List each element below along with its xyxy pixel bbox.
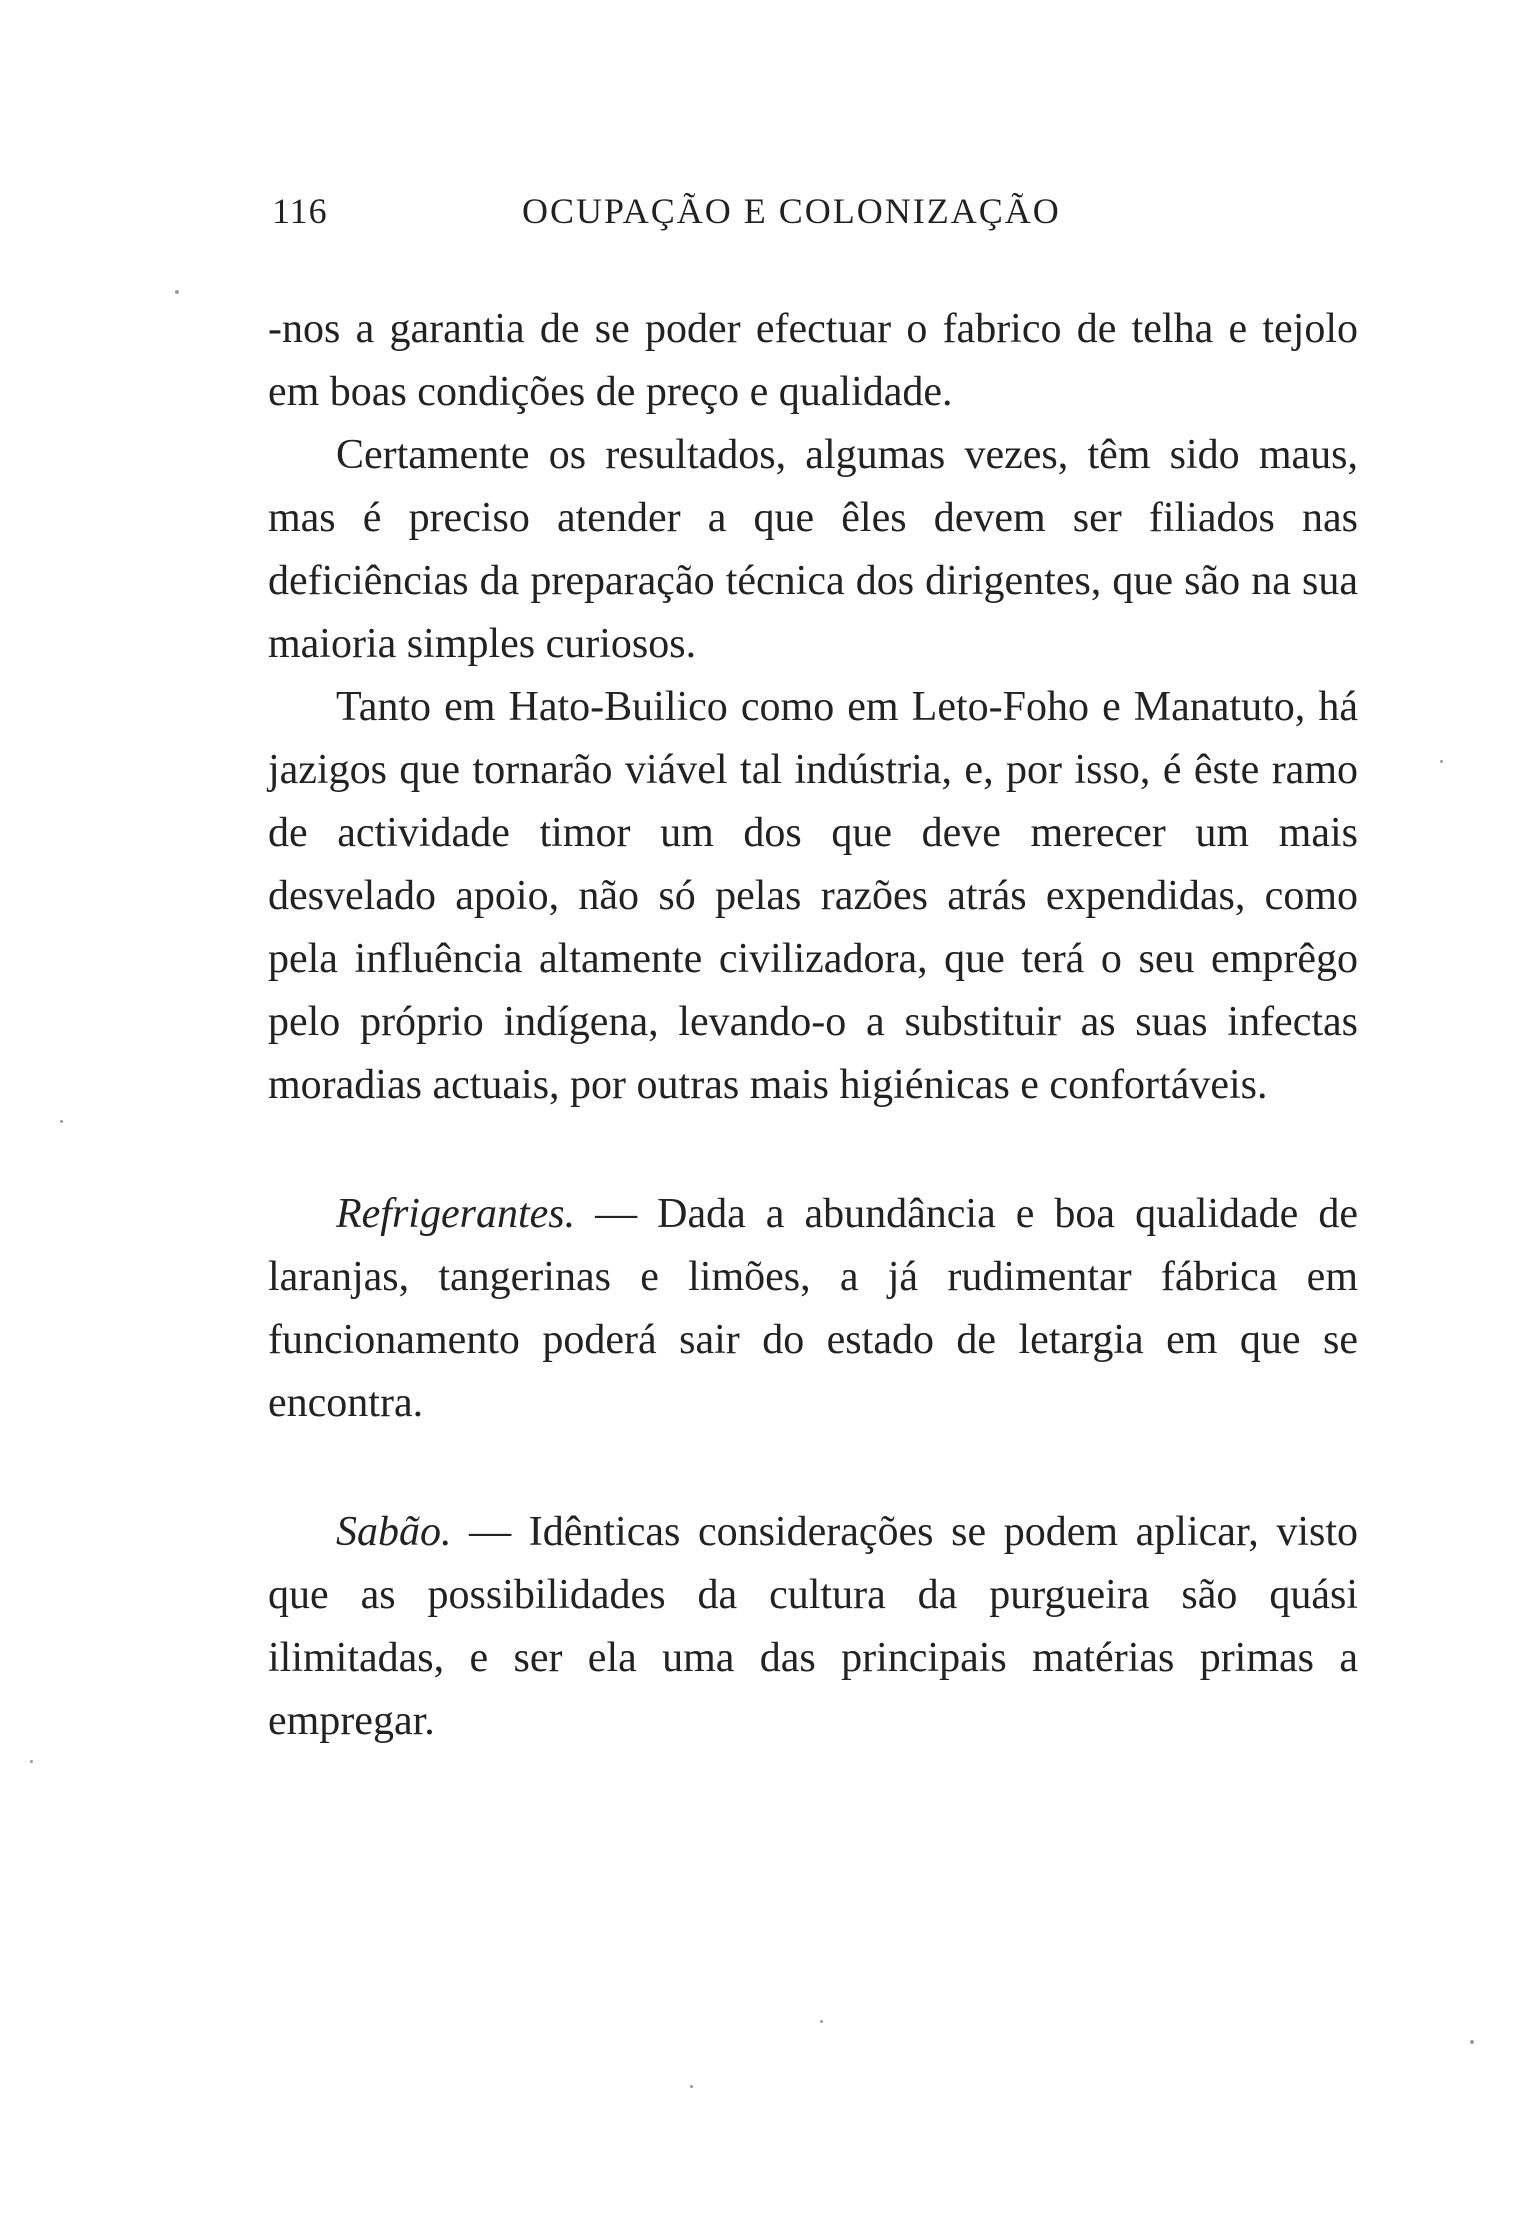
paragraph-deposits: Tanto em Hato-Builico como em Leto-Foho e Manatuto, há jazigos que tornarão viável tal indústria, e, por isso, é êste ramo de actividade timor um dos que deve merecer um mais desvelado apoio, não só pelas razões atrás expendidas, como pela influência altamente civilizadora, que terá o seu emprêgo pelo próprio indígena, levando-o a substituir as suas infectas moradias actuais, por outras mais higiénicas e confortáveis. <box>268 684 1358 1108</box>
scan-speck <box>60 1120 63 1123</box>
section-dash: — <box>451 1509 529 1555</box>
section-dash: — <box>575 1191 658 1237</box>
scan-speck <box>30 1760 33 1763</box>
scan-speck <box>175 290 179 294</box>
paragraph-continuation: -nos a garantia de se poder efectuar o fabrico de telha e tejolo em boas condições de preço e qualidade. <box>268 306 1358 415</box>
paragraph-results: Certamente os resultados, algumas vezes, têm sido maus, mas é preciso atender a que êles devem ser filiados nas deficiências da preparação técnica dos dirigentes, que são na sua maioria simples curiosos. <box>268 432 1358 667</box>
page-number: 116 <box>272 191 328 231</box>
section-text-sabao: Idênticas considerações se podem aplicar, visto que as possibilidades da cultura da purgueira são quási ilimitadas, e ser ela uma das principais matérias primas a empregar. <box>268 1509 1358 1744</box>
scan-speck <box>820 2020 823 2023</box>
scan-speck <box>690 2085 693 2088</box>
scan-speck <box>1440 760 1443 763</box>
section-refrigerantes <box>268 1183 1358 1435</box>
section-sabao <box>268 1501 1358 1753</box>
scan-speck <box>1470 2040 1474 2044</box>
section-title-refrigerantes: Refrigerantes. <box>336 1191 576 1237</box>
page-header <box>272 190 1362 240</box>
section-title-sabao: Sabão. <box>336 1509 452 1555</box>
section-text-refrigerantes: Dada a abundância e boa qualidade de laranjas, tangerinas e limões, a já rudimentar fábrica em funcionamento poderá sair do estado de letargia em que se encontra. <box>268 1191 1358 1426</box>
running-title: OCUPAÇÃO E COLONIZAÇÃO <box>522 191 1061 231</box>
body-text <box>268 298 1358 1753</box>
